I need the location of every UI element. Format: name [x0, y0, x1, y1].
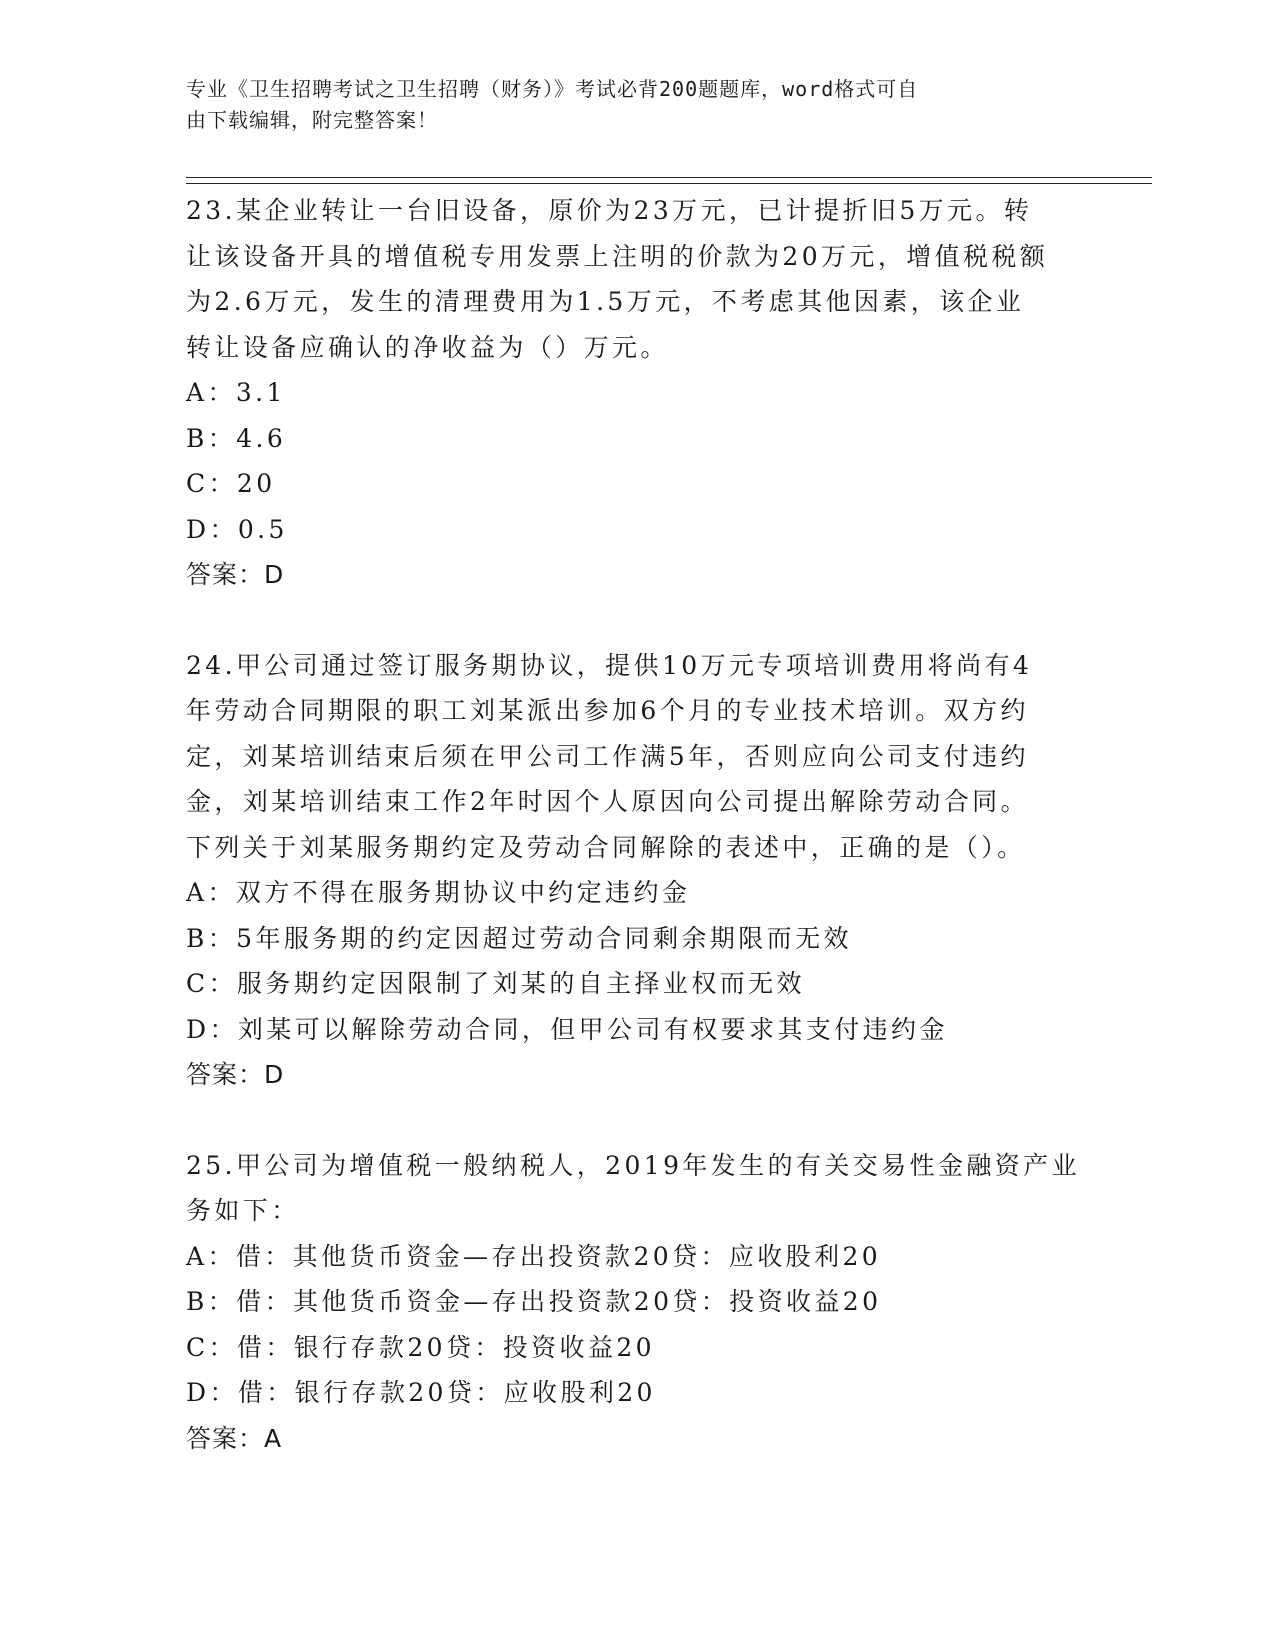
stem-line: 年劳动合同期限的职工刘某派出参加6个月的专业技术培训。双方约: [186, 696, 1029, 725]
answer-line: 答案：D: [186, 1060, 285, 1089]
question-23: [186, 188, 1086, 598]
question-24: [186, 643, 1086, 1098]
question-stem: [186, 643, 1086, 871]
stem-line: 为2.6万元，发生的清理费用为1.5万元，不考虑其他因素，该企业: [186, 287, 1025, 316]
option-b: B：借：其他货币资金—存出投资款20贷：投资收益20: [186, 1287, 882, 1316]
option-a: A：双方不得在服务期协议中约定违约金: [186, 878, 691, 907]
answer-line: 答案：D: [186, 560, 285, 589]
stem-line: 定，刘某培训结束后须在甲公司工作满5年，否则应向公司支付违约: [186, 741, 1029, 771]
stem-line: 23.某企业转让一台旧设备，原价为23万元，已计提折旧5万元。转: [186, 196, 1033, 225]
stem-line: 下列关于刘某服务期约定及劳动合同解除的表述中，正确的是（）。: [186, 832, 1026, 862]
stem-line: 让该设备开具的增值税专用发票上注明的价款为20万元，增值税税额: [186, 241, 1049, 271]
stem-line: 24.甲公司通过签订服务期协议，提供10万元专项培训费用将尚有4: [186, 650, 1033, 680]
option-d: D：刘某可以解除劳动合同，但甲公司有权要求其支付违约金: [186, 1014, 948, 1044]
header-divider-bottom: [186, 183, 1152, 184]
option-c: C：20: [186, 469, 276, 498]
option-d: D：0.5: [186, 514, 288, 544]
question-spacer: [186, 598, 1086, 643]
option-b: B：4.6: [186, 423, 287, 453]
option-a: A：借：其他货币资金—存出投资款20贷：应收股利20: [186, 1241, 882, 1271]
option-c: C：借：银行存款20贷：投资收益20: [186, 1332, 655, 1362]
stem-line: 金，刘某培训结束工作2年时因个人原因向公司提出解除劳动合同。: [186, 787, 1029, 816]
question-stem: [186, 1143, 1086, 1234]
header-divider-top: [186, 177, 1152, 178]
option-c: C：服务期约定因限制了刘某的自主择业权而无效: [186, 969, 805, 998]
answer-line: 答案：A: [186, 1423, 283, 1453]
document-header: [186, 74, 1066, 136]
question-spacer: [186, 1098, 1086, 1143]
stem-line: 转让设备应确认的净收益为（）万元。: [186, 332, 669, 362]
stem-line: 25.甲公司为增值税一般纳税人，2019年发生的有关交易性金融资产业: [186, 1150, 1080, 1180]
header-line-2: 由下载编辑，附完整答案！: [186, 108, 438, 132]
question-list: [186, 188, 1086, 1461]
question-25: [186, 1143, 1086, 1462]
option-b: B：5年服务期的约定因超过劳动合同剩余期限而无效: [186, 923, 852, 953]
option-d: D：借：银行存款20贷：应收股利20: [186, 1378, 656, 1407]
option-a: A：3.1: [186, 378, 286, 407]
question-stem: [186, 188, 1086, 370]
stem-line: 务如下：: [186, 1196, 300, 1225]
header-line-1: 专业《卫生招聘考试之卫生招聘（财务）》考试必背200题题库，word格式可自: [186, 77, 919, 101]
